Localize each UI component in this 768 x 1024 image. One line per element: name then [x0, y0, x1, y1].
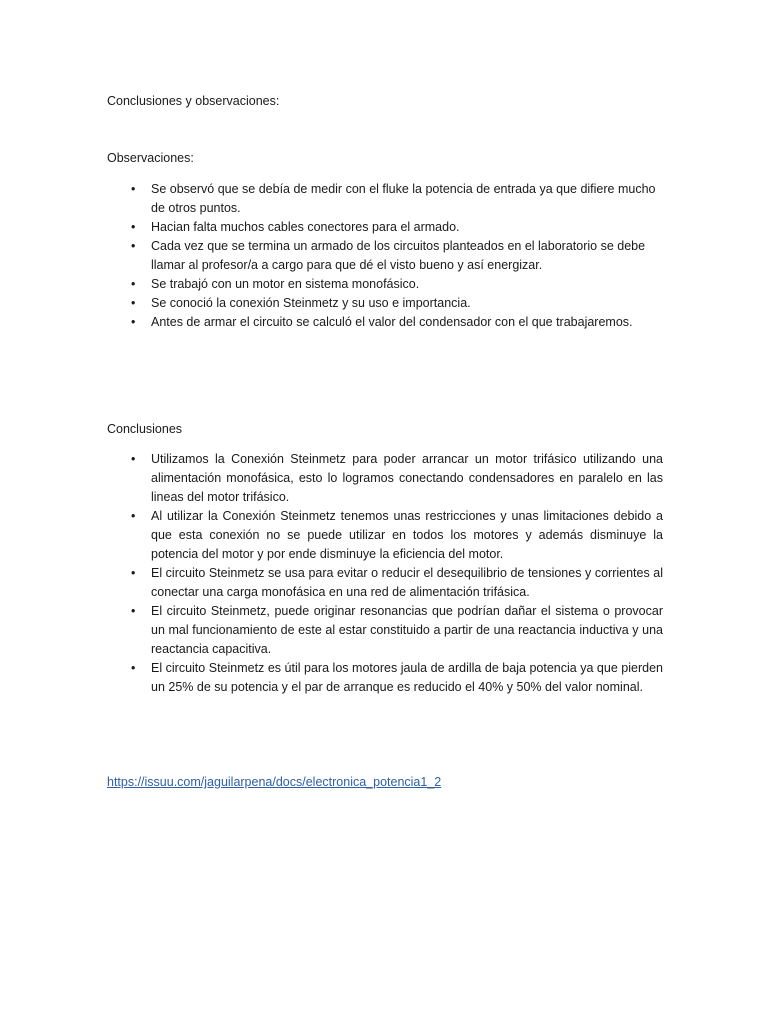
bullet-icon: •	[131, 509, 136, 523]
bullet-icon: •	[131, 566, 136, 580]
list-item	[107, 564, 663, 602]
list-item-text: Hacian falta muchos cables conectores para el armado.	[151, 220, 460, 234]
list-item-text: Antes de armar el circuito se calculó el valor del condensador con el que trabajaremos.	[151, 315, 633, 329]
page-title: Conclusiones y observaciones:	[107, 94, 280, 108]
list-item-text: El circuito Steinmetz, puede originar resonancias que podrían dañar el sistema o provocar un mal funcionamiento de este al estar constituido a partir de una reactancia inductiva y una reactancia capacitiva.	[151, 604, 663, 656]
list-item-text: Se observó que se debía de medir con el fluke la potencia de entrada ya que difiere mucho de otros puntos.	[151, 182, 656, 215]
observaciones-heading: Observaciones:	[107, 151, 194, 165]
bullet-icon: •	[131, 604, 136, 618]
list-item	[107, 602, 663, 659]
list-item	[107, 180, 663, 218]
list-item	[107, 275, 663, 294]
list-item-text: El circuito Steinmetz es útil para los motores jaula de ardilla de baja potencia ya que pierden un 25% de su potencia y el par de arranque es reducido el 40% y 50% del valor nominal.	[151, 661, 663, 694]
list-item	[107, 294, 663, 313]
bullet-icon: •	[131, 661, 136, 675]
bullet-icon: •	[131, 452, 136, 466]
bullet-icon: •	[131, 182, 136, 196]
list-item	[107, 450, 663, 507]
list-item-text: El circuito Steinmetz se usa para evitar o reducir el desequilibrio de tensiones y corrientes al conectar una carga monofásica en una red de alimentación trifásica.	[151, 566, 663, 599]
reference-link[interactable]: https://issuu.com/jaguilarpena/docs/electronica_potencia1_2	[107, 775, 442, 789]
list-item	[107, 507, 663, 564]
bullet-icon: •	[131, 239, 136, 253]
list-item-text: Utilizamos la Conexión Steinmetz para poder arrancar un motor trifásico utilizando una alimentación monofásica, esto lo logramos conectando condensadores en paralelo en las lineas del motor trifásico.	[151, 452, 663, 504]
list-item-text: Se trabajó con un motor en sistema monofásico.	[151, 277, 420, 291]
list-item-text: Al utilizar la Conexión Steinmetz tenemos unas restricciones y unas limitaciones debido a que esta conexión no se puede utilizar en todos los motores y además disminuye la potencia del motor y por ende disminuye la eficiencia del motor.	[151, 509, 663, 561]
observaciones-list	[107, 180, 663, 332]
bullet-icon: •	[131, 220, 136, 234]
bullet-icon: •	[131, 296, 136, 310]
list-item-text: Cada vez que se termina un armado de los circuitos planteados en el laboratorio se debe llamar al profesor/a a cargo para que dé el visto bueno y así energizar.	[151, 239, 646, 272]
bullet-icon: •	[131, 315, 136, 329]
conclusiones-list	[107, 450, 663, 697]
bullet-icon: •	[131, 277, 136, 291]
list-item	[107, 659, 663, 697]
list-item	[107, 313, 663, 332]
list-item	[107, 218, 663, 237]
list-item-text: Se conoció la conexión Steinmetz y su uso e importancia.	[151, 296, 471, 310]
list-item	[107, 237, 663, 275]
conclusiones-heading: Conclusiones	[107, 422, 183, 436]
